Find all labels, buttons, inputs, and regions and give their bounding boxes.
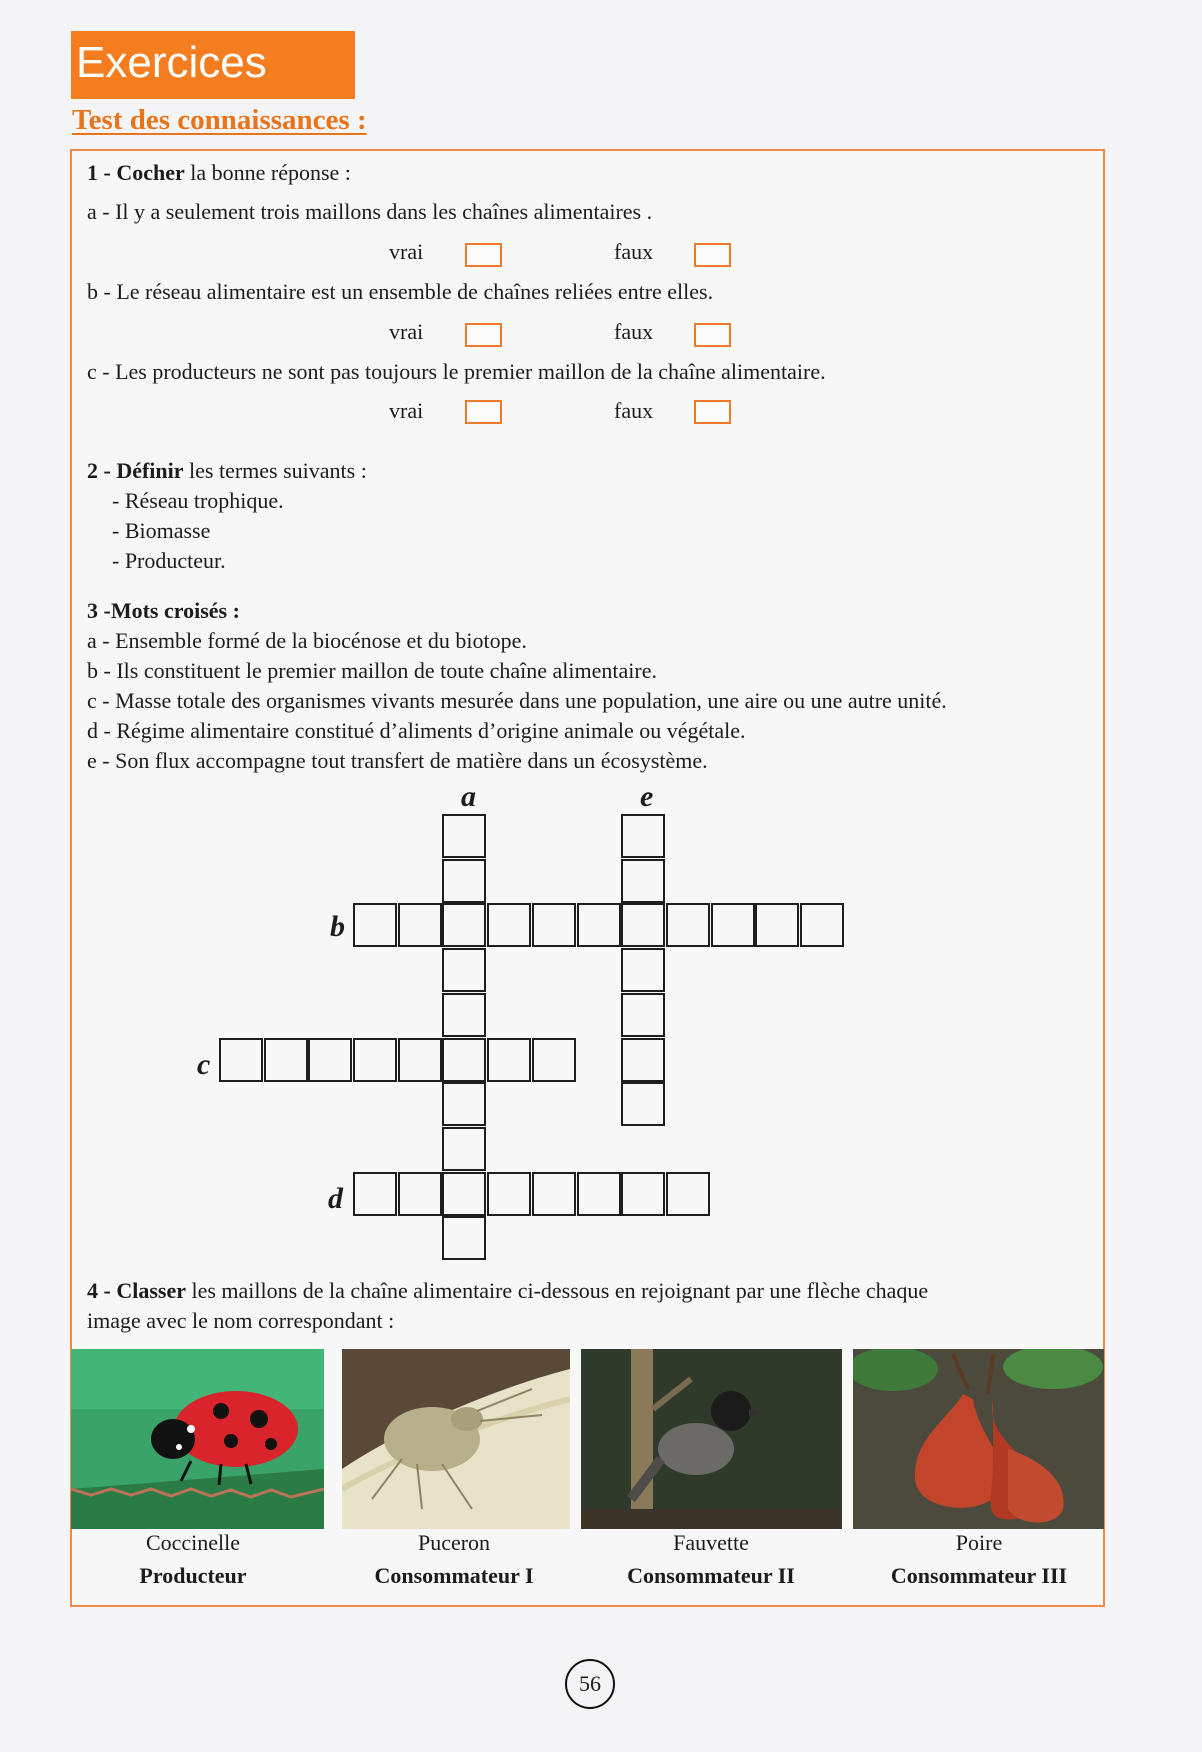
aphid-photo xyxy=(342,1349,570,1529)
caption-role-2: Consommateur I xyxy=(374,1563,534,1588)
crossword-cell[interactable] xyxy=(621,1082,665,1126)
crossword-cell[interactable] xyxy=(577,1172,621,1216)
crossword-cell[interactable] xyxy=(442,1082,486,1126)
crossword-cell[interactable] xyxy=(666,1172,710,1216)
crossword-label-e: e xyxy=(640,780,654,813)
crossword-cell[interactable] xyxy=(398,1172,442,1216)
crossword-cell[interactable] xyxy=(621,1038,665,1082)
q1-a-false-checkbox[interactable] xyxy=(694,243,731,267)
warbler-photo xyxy=(581,1349,842,1529)
crossword-cell[interactable] xyxy=(532,1172,576,1216)
q3-clue-a: a - Ensemble formé de la biocénose et du biotope. xyxy=(87,628,527,653)
crossword-cell[interactable] xyxy=(755,903,799,947)
crossword-cell[interactable] xyxy=(442,814,486,858)
crossword-cell[interactable] xyxy=(398,903,442,947)
crossword-cell[interactable] xyxy=(353,1038,397,1082)
crossword-label-c: c xyxy=(197,1048,211,1081)
q4-intro-line2: image avec le nom correspondant : xyxy=(87,1308,395,1333)
q4-intro: 4 - Classer les maillons de la chaîne alimentaire ci-dessous en rejoignant par une flèche chaque xyxy=(87,1278,929,1303)
crossword-cell[interactable] xyxy=(442,1038,486,1082)
caption-organism-2: Puceron xyxy=(417,1530,491,1555)
crossword-cell[interactable] xyxy=(442,859,486,903)
crossword-cell[interactable] xyxy=(442,948,486,992)
section-title: Exercices xyxy=(76,38,267,87)
q1-intro: 1 - Cocher la bonne réponse : xyxy=(87,160,351,185)
crossword-cell[interactable] xyxy=(308,1038,352,1082)
q2-term-2: - Biomasse xyxy=(112,518,211,543)
q2-term-3: - Producteur. xyxy=(112,548,226,573)
q1-item-c: c - Les producteurs ne sont pas toujours le premier maillon de la chaîne alimentaire. xyxy=(87,359,826,384)
crossword-cell[interactable] xyxy=(442,1172,486,1216)
caption-role-3: Consommateur II xyxy=(627,1563,795,1588)
crossword-cell[interactable] xyxy=(487,1038,531,1082)
q1-a-false-label: faux xyxy=(614,239,654,264)
q2-term-1: - Réseau trophique. xyxy=(112,488,284,513)
q3-clue-e: e - Son flux accompagne tout transfert de matière dans un écosystème. xyxy=(87,748,708,773)
crossword-cell[interactable] xyxy=(621,903,665,947)
crossword-cell[interactable] xyxy=(577,903,621,947)
crossword-cell[interactable] xyxy=(532,903,576,947)
crossword-cell[interactable] xyxy=(800,903,844,947)
crossword-cell[interactable] xyxy=(621,1172,665,1216)
page-number: 56 xyxy=(565,1659,615,1709)
q3-clue-c: c - Masse totale des organismes vivants mesurée dans une population, une aire ou une autre unité. xyxy=(87,688,947,713)
crossword-cell[interactable] xyxy=(442,1216,486,1260)
crossword-label-a: a xyxy=(461,780,476,813)
crossword-cell[interactable] xyxy=(442,1127,486,1171)
crossword-cell[interactable] xyxy=(621,859,665,903)
q1-a-true-label: vrai xyxy=(389,239,424,264)
crossword-cell[interactable] xyxy=(442,993,486,1037)
caption-organism-3: Fauvette xyxy=(673,1530,749,1555)
crossword-cell[interactable] xyxy=(353,903,397,947)
crossword-cell[interactable] xyxy=(398,1038,442,1082)
ladybug-photo xyxy=(71,1349,324,1529)
q1-b-true-label: vrai xyxy=(389,319,424,344)
q3-clue-d: d - Régime alimentaire constitué d’aliments d’origine animale ou végétale. xyxy=(87,718,746,743)
crossword-cell[interactable] xyxy=(442,903,486,947)
crossword-cell[interactable] xyxy=(621,993,665,1037)
crossword-cell[interactable] xyxy=(532,1038,576,1082)
q1-b-false-checkbox[interactable] xyxy=(694,323,731,347)
subtitle: Test des connaissances : xyxy=(72,104,367,136)
q2-intro: 2 - Définir les termes suivants : xyxy=(87,458,367,483)
caption-organism-4: Poire xyxy=(955,1530,1003,1555)
q1-item-b: b - Le réseau alimentaire est un ensemble de chaînes reliées entre elles. xyxy=(87,279,714,304)
q3-clue-b: b - Ils constituent le premier maillon de toute chaîne alimentaire. xyxy=(87,658,657,683)
q1-a-true-checkbox[interactable] xyxy=(465,243,502,267)
crossword-label-d: d xyxy=(328,1182,343,1215)
crossword-cell[interactable] xyxy=(487,1172,531,1216)
crossword-cell[interactable] xyxy=(711,903,755,947)
crossword-cell[interactable] xyxy=(353,1172,397,1216)
q1-c-false-label: faux xyxy=(614,398,654,423)
crossword-cell[interactable] xyxy=(264,1038,308,1082)
pears-photo xyxy=(853,1349,1104,1529)
section-badge xyxy=(71,31,355,99)
crossword-cell[interactable] xyxy=(219,1038,263,1082)
q1-b-false-label: faux xyxy=(614,319,654,344)
caption-role-1: Producteur xyxy=(139,1563,247,1588)
q1-b-true-checkbox[interactable] xyxy=(465,323,502,347)
q1-item-a: a - Il y a seulement trois maillons dans les chaînes alimentaires . xyxy=(87,199,653,224)
crossword-cell[interactable] xyxy=(487,903,531,947)
q1-c-false-checkbox[interactable] xyxy=(694,400,731,424)
q1-c-true-checkbox[interactable] xyxy=(465,400,502,424)
q3-title: 3 -Mots croisés : xyxy=(87,598,240,623)
crossword-label-b: b xyxy=(330,910,345,943)
caption-role-4: Consommateur III xyxy=(890,1563,1068,1588)
caption-organism-1: Coccinelle xyxy=(145,1530,241,1555)
q1-c-true-label: vrai xyxy=(389,398,424,423)
crossword-cell[interactable] xyxy=(621,814,665,858)
crossword-cell[interactable] xyxy=(666,903,710,947)
crossword-cell[interactable] xyxy=(621,948,665,992)
